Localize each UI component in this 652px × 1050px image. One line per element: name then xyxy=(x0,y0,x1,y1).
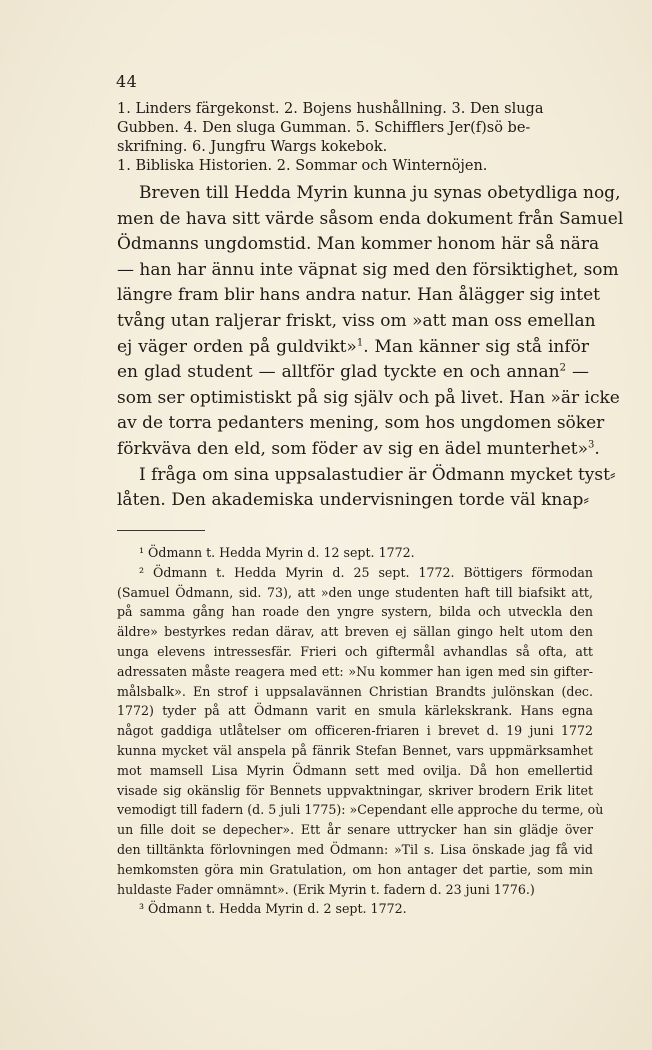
footnote-2-line: unga elevens intressesfär. Frieri och giftermål avhandlas så ofta, att xyxy=(117,643,593,659)
footnote-2-line: äldre» bestyrkes redan därav, att breven ej sällan gingo helt utom den xyxy=(117,624,593,640)
main-text-line xyxy=(117,335,589,361)
main-text-line: — han har ännu inte väpnat sig med den försiktighet, som xyxy=(117,259,619,280)
footnote-2-line: 1772) tyder på att Ödmann varit en smula kärlekskrank. Hans egna xyxy=(117,703,593,719)
main-text-line xyxy=(117,437,600,463)
footnote-2-line: något gaddiga utlåtelser om officeren-friaren i brevet d. 19 juni 1772 xyxy=(117,723,593,739)
main-text-line: av de torra pedanters mening, som hos ungdomen söker xyxy=(117,413,605,434)
footnote-2-line: kunna mycket väl anspela på fänrik Stefan Bennet, vars uppmärksamhet xyxy=(117,742,593,758)
footnotes xyxy=(117,543,604,919)
footnote-2-line: målsbalk». En strof i uppsalavännen Christian Brandts julönskan (dec. xyxy=(117,683,593,699)
book-list-line: skrifning. 6. Jungfru Wargs kokebok. xyxy=(117,139,388,155)
main-text-line xyxy=(117,360,589,386)
footnote-ref: 1 xyxy=(356,336,364,348)
main-text-line: Ödmanns ungdomstid. Man kommer honom här så nära xyxy=(117,234,600,255)
main-text xyxy=(117,181,624,514)
footnote-2-line: den tilltänkta förlovningen med Ödmann: »Til s. Lisa önskade jag få vid xyxy=(117,841,593,857)
footnote-divider xyxy=(117,530,205,531)
main-text-line: låten. Den akademiska undervisningen torde väl knap⸗ xyxy=(117,490,589,511)
main-text-segment: — xyxy=(565,362,589,383)
footnote-2-line: un fille doit se depecher». Ett år senare uttrycker han sin glädje över xyxy=(117,822,593,838)
main-text-segment: ej väger orden på guldvikt» xyxy=(117,336,357,357)
book-list-line: 1. Linders färgekonst. 2. Bojens hushållning. 3. Den sluga xyxy=(117,101,544,117)
main-text-line: I fråga om sina uppsalastudier är Ödmann mycket tyst⸗ xyxy=(139,464,616,485)
footnote-3: ³ Ödmann t. Hedda Myrin d. 2 sept. 1772. xyxy=(139,901,407,917)
footnote-2-line: hemkomsten göra min Gratulation, om hon antager det partie, som min xyxy=(117,861,593,877)
footnote-2-line: mot mamsell Lisa Myrin Ödmann sett med ovilja. Då hon emellertid xyxy=(117,762,593,778)
page-number: 44 xyxy=(116,72,138,91)
book-list-line: Gubben. 4. Den sluga Gumman. 5. Schifflers Jer(f)sö be- xyxy=(117,120,531,136)
main-text-segment: en glad student — alltför glad tyckte en och annan xyxy=(117,362,560,383)
main-text-line: tvång utan raljerar friskt, viss om »att man oss emellan xyxy=(117,310,596,331)
main-text-line: Breven till Hedda Myrin kunna ju synas obetydliga nog, xyxy=(139,183,621,203)
footnote-2-line: adressaten måste reagera med ett: »Nu kommer han igen med sin gifter- xyxy=(117,663,593,679)
footnote-2-line: huldaste Fader omnämnt». (Erik Myrin t. fadern d. 23 juni 1776.) xyxy=(117,881,535,897)
footnote-2-line: visade sig okänslig för Bennets uppvaktningar, skriver brodern Erik litet xyxy=(117,782,593,798)
main-text-line: längre fram blir hans andra natur. Han ålägger sig intet xyxy=(117,285,601,306)
footnote-2-line: ² Ödmann t. Hedda Myrin d. 25 sept. 1772. Böttigers förmodan xyxy=(139,564,593,580)
main-text-segment: förkväva den eld, som föder av sig en ädel munterhet» xyxy=(117,438,589,459)
main-text-segment: . xyxy=(594,438,600,459)
footnote-2-line: vemodigt till fadern (d. 5 juli 1775): »Cependant elle approche du terme, où xyxy=(117,802,604,818)
footnote-ref: 2 xyxy=(559,362,566,374)
footnote-1: ¹ Ödmann t. Hedda Myrin d. 12 sept. 1772. xyxy=(139,545,415,560)
footnote-2-line: (Samuel Ödmann, sid. 73), att »den unge studenten haft till biafsikt att, xyxy=(117,584,593,600)
footnote-2-line: på samma gång han roade den yngre systern, bilda och utveckla den xyxy=(117,604,593,620)
main-text-line: som ser optimistiskt på sig själv och på livet. Han »är icke xyxy=(117,387,620,408)
book-list xyxy=(117,100,589,176)
footnote-ref: 3 xyxy=(588,439,595,451)
main-text-segment: . Man känner sig stå inför xyxy=(363,336,589,357)
book-list-line: 1. Bibliska Historien. 2. Sommar och Winternöjen. xyxy=(117,158,488,174)
main-text-line: men de hava sitt värde såsom enda dokument från Samuel xyxy=(117,208,624,229)
